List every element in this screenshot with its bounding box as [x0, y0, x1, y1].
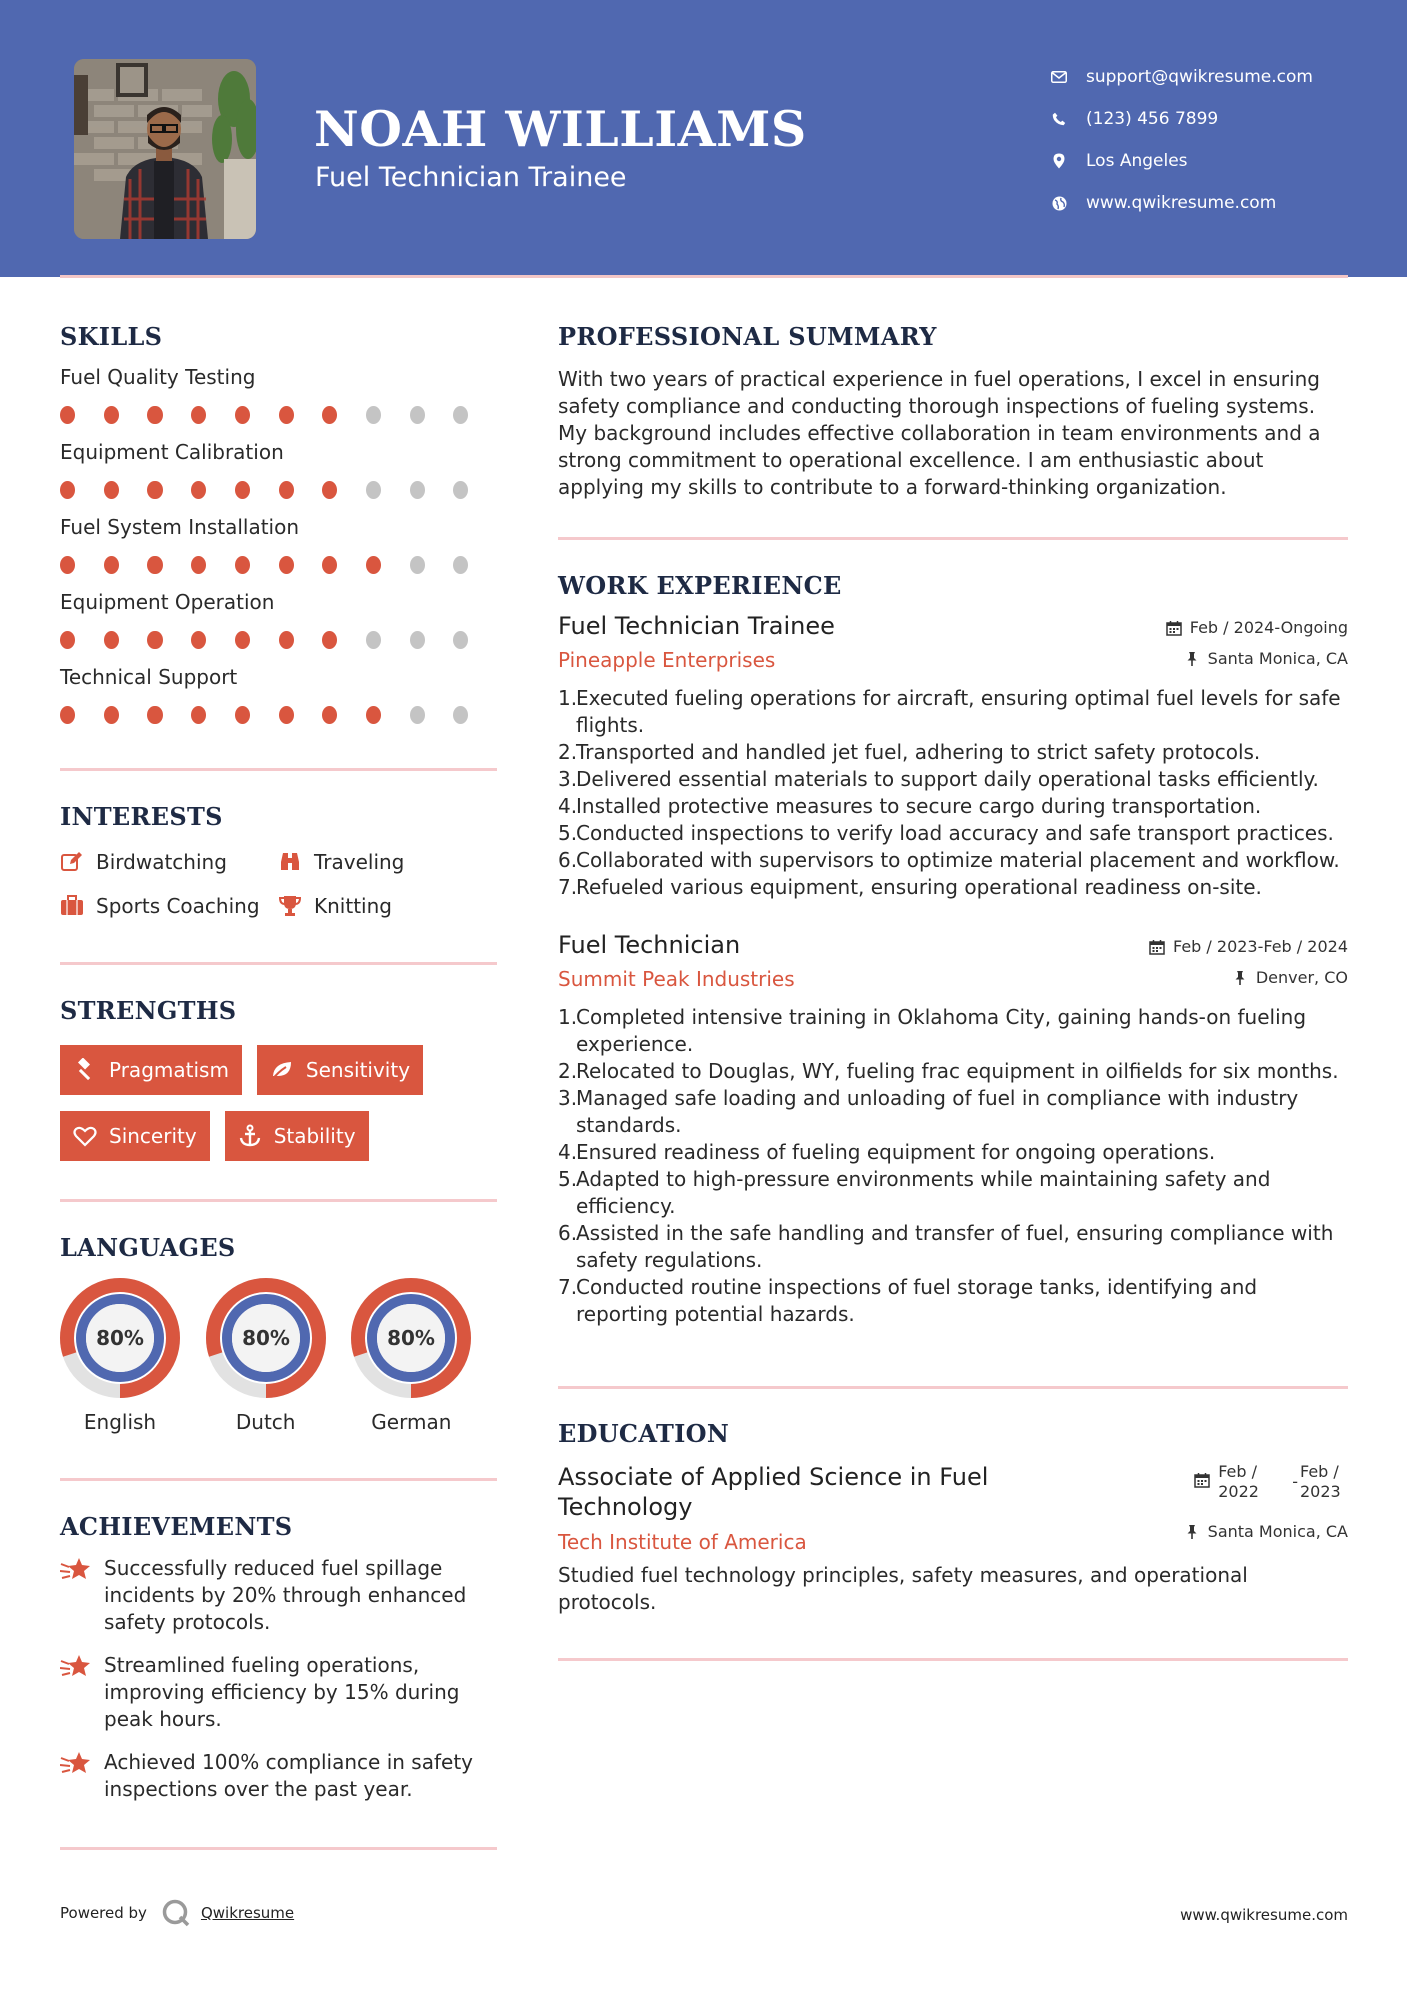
edu-start-year: 2022 [1218, 1482, 1259, 1501]
job-header [558, 931, 1348, 991]
bullet-number: 2. [558, 740, 578, 764]
skill-rating [60, 406, 497, 424]
achievement-text: Achieved 100% compliance in safety inspections over the past year. [104, 1750, 473, 1801]
bullet-number: 7. [558, 875, 578, 899]
contact-website-text: www.qwikresume.com [1086, 193, 1277, 213]
rating-dot-filled [191, 481, 206, 499]
bullet-number: 6. [558, 1221, 578, 1245]
skill-rating [60, 556, 497, 574]
job-location-text: Denver, CO [1255, 968, 1348, 987]
rating-dot-filled [322, 481, 337, 499]
rating-dot-filled [191, 631, 206, 649]
rating-dot-empty [410, 556, 425, 574]
section-divider [558, 1658, 1348, 1661]
education-degree: Associate of Applied Science in Fuel Technology [558, 1463, 989, 1521]
interest-item [278, 850, 498, 874]
language-ring [60, 1278, 180, 1398]
job-title: Fuel Technician Trainee [558, 612, 835, 640]
pencil-square-icon [60, 850, 84, 874]
section-divider [60, 1847, 497, 1850]
job-location [1166, 649, 1348, 668]
job-entry [558, 931, 1348, 1328]
job-bullets [558, 1004, 1348, 1328]
contact-website[interactable] [1050, 182, 1313, 224]
job-bullets [558, 685, 1348, 901]
education-title: EDUCATION [558, 1419, 730, 1448]
language-name: German [371, 1410, 452, 1434]
language-item [206, 1278, 352, 1434]
bullet-text: Assisted in the safe handling and transfer of fuel, ensuring compliance with safety regulations. [576, 1221, 1334, 1272]
achievement-item [60, 1749, 497, 1803]
rating-dot-filled [147, 481, 162, 499]
summary-text: With two years of practical experience in fuel operations, I excel in ensuring safety compliance and conducting thorough inspections of fueling systems. My background includes effective collaboration in team environments and a strong commitment to operational excellence. I am enthusiastic about applying my skills to contribute to a forward-thinking organization. [558, 367, 1321, 499]
bullet-number: 6. [558, 848, 578, 872]
bullet-text: Ensured readiness of fueling equipment for ongoing operations. [576, 1140, 1216, 1164]
languages-title: LANGUAGES [60, 1233, 236, 1262]
bullet-text: Completed intensive training in Oklahoma City, gaining hands-on fueling experience. [576, 1005, 1307, 1056]
footer-powered [60, 1898, 294, 1928]
rating-dot-filled [366, 706, 381, 724]
trophy-icon [278, 894, 302, 918]
shooting-star-icon [60, 1555, 92, 1585]
language-item [60, 1278, 206, 1434]
pushpin-icon [1232, 970, 1248, 986]
job-bullet [558, 685, 1348, 739]
rating-dot-filled [235, 406, 250, 424]
rating-dot-filled [147, 556, 162, 574]
jobs-list [558, 612, 1348, 1328]
contact-email[interactable] [1050, 56, 1313, 98]
strengths-title: STRENGTHS [60, 996, 237, 1025]
strengths-list [60, 1045, 497, 1177]
strength-label: Sincerity [109, 1124, 197, 1148]
rating-dot-filled [147, 406, 162, 424]
job-bullet [558, 793, 1348, 820]
job-dates [1166, 618, 1348, 637]
rating-dot-empty [410, 631, 425, 649]
interest-label: Birdwatching [96, 850, 227, 874]
rating-dot-empty [453, 706, 468, 724]
rating-dot-empty [453, 481, 468, 499]
profile-photo-illustration [74, 59, 256, 239]
education-description: Studied fuel technology principles, safety measures, and operational protocols. [558, 1563, 1248, 1614]
edu-start-month: Feb / [1218, 1462, 1258, 1481]
leaf-icon [270, 1058, 294, 1082]
language-percent-label: 80% [241, 1326, 290, 1350]
language-percent-label: 80% [96, 1326, 144, 1350]
qwikresume-logo-icon [161, 1898, 191, 1928]
pushpin-icon [1184, 1524, 1200, 1540]
bullet-number: 7. [558, 1275, 578, 1299]
rating-dot-filled [322, 706, 337, 724]
job-location [1149, 968, 1348, 987]
skill-name: Fuel Quality Testing [60, 365, 256, 389]
footer-website[interactable]: www.qwikresume.com [1180, 1906, 1348, 1924]
job-dates-text: Feb / 2024-Ongoing [1189, 618, 1348, 637]
language-item [351, 1278, 497, 1434]
rating-dot-filled [191, 556, 206, 574]
globe-icon [1050, 194, 1068, 212]
rating-dot-filled [366, 556, 381, 574]
achievement-item [60, 1652, 497, 1733]
language-name: English [83, 1410, 157, 1434]
calendar-icon [1149, 939, 1165, 955]
shooting-star-icon [60, 1652, 92, 1682]
interests-title: INTERESTS [60, 802, 223, 831]
rating-dot-empty [366, 406, 381, 424]
bullet-text: Transported and handled jet fuel, adhering to strict safety protocols. [576, 740, 1261, 764]
interest-label: Knitting [314, 894, 392, 918]
bullet-text: Refueled various equipment, ensuring operational readiness on-site. [576, 875, 1262, 899]
candidate-role: Fuel Technician Trainee [315, 162, 627, 193]
rating-dot-empty [410, 481, 425, 499]
rating-dot-empty [453, 406, 468, 424]
bullet-number: 4. [558, 794, 578, 818]
skill-name: Technical Support [60, 665, 238, 689]
strength-label: Stability [273, 1124, 356, 1148]
rating-dot-filled [279, 406, 294, 424]
achievements-title: ACHIEVEMENTS [60, 1512, 293, 1541]
qwikresume-link[interactable]: Qwikresume [200, 1904, 295, 1922]
briefcase-icon [60, 894, 84, 918]
rating-dot-filled [104, 631, 119, 649]
strength-tag [60, 1045, 242, 1095]
language-ring [206, 1278, 326, 1398]
bullet-number: 3. [558, 767, 578, 791]
job-bullet [558, 1004, 1348, 1058]
envelope-icon [1050, 68, 1068, 86]
education-dates [1148, 1462, 1348, 1502]
rating-dot-filled [322, 556, 337, 574]
calendar-icon [1166, 620, 1182, 636]
bullet-number: 5. [558, 1167, 578, 1191]
experience-title: WORK EXPERIENCE [558, 571, 842, 600]
pushpin-icon [1184, 651, 1200, 667]
job-bullet [558, 1166, 1348, 1220]
edu-end-month: Feb / [1300, 1462, 1339, 1481]
rating-dot-filled [235, 706, 250, 724]
edu-end-year: 2023 [1300, 1482, 1341, 1501]
bullet-number: 2. [558, 1059, 578, 1083]
job-bullet [558, 874, 1348, 901]
summary-section [558, 322, 1348, 501]
interest-label: Traveling [314, 850, 405, 874]
job-dates [1149, 937, 1348, 956]
rating-dot-filled [235, 481, 250, 499]
achievement-text: Streamlined fueling operations, improving efficiency by 15% during peak hours. [104, 1653, 460, 1731]
section-divider [60, 1199, 497, 1202]
contact-list [1050, 56, 1313, 224]
bullet-number: 1. [558, 1005, 578, 1029]
achievement-item [60, 1555, 497, 1636]
rating-dot-filled [322, 406, 337, 424]
interest-item [60, 894, 278, 918]
rating-dot-filled [60, 631, 75, 649]
job-bullet [558, 766, 1348, 793]
phone-icon [1050, 110, 1068, 128]
header-divider [60, 275, 1348, 278]
contact-location-text: Los Angeles [1086, 151, 1188, 171]
rating-dot-filled [147, 631, 162, 649]
candidate-name: NOAH WILLIAMS [314, 100, 807, 158]
rating-dot-empty [410, 406, 425, 424]
rating-dot-filled [322, 631, 337, 649]
profile-photo [74, 59, 256, 239]
education-school: Tech Institute of America [558, 1530, 807, 1554]
bullet-text: Installed protective measures to secure cargo during transportation. [576, 794, 1262, 818]
education-location-text: Santa Monica, CA [1207, 1522, 1348, 1541]
bullet-text: Executed fueling operations for aircraft, ensuring optimal fuel levels for safe flights. [576, 686, 1341, 737]
rating-dot-filled [60, 706, 75, 724]
job-location-text: Santa Monica, CA [1207, 649, 1348, 668]
job-company: Pineapple Enterprises [558, 648, 776, 672]
languages-section [60, 1233, 497, 1434]
rating-dot-empty [410, 706, 425, 724]
skills-list [60, 365, 497, 724]
bullet-text: Delivered essential materials to support daily operational tasks efficiently. [576, 767, 1319, 791]
section-divider [60, 962, 497, 965]
anchor-icon [238, 1124, 262, 1148]
rating-dot-filled [191, 706, 206, 724]
job-bullet [558, 1220, 1348, 1274]
job-header [558, 612, 1348, 672]
bullet-number: 4. [558, 1140, 578, 1164]
skill-name: Equipment Calibration [60, 440, 284, 464]
bullet-number: 1. [558, 686, 578, 710]
contact-location [1050, 140, 1313, 182]
job-bullet [558, 1058, 1348, 1085]
language-percent-label: 80% [387, 1326, 436, 1350]
languages-list [60, 1278, 497, 1434]
section-divider [60, 1478, 497, 1481]
rating-dot-empty [366, 481, 381, 499]
skill-rating [60, 706, 497, 724]
skills-section [60, 322, 497, 724]
contact-phone-text: (123) 456 7899 [1086, 109, 1219, 129]
gavel-icon [73, 1058, 97, 1082]
contact-email-text: support@qwikresume.com [1086, 67, 1313, 87]
interests-list [60, 850, 497, 918]
rating-dot-filled [147, 706, 162, 724]
bullet-text: Managed safe loading and unloading of fuel in compliance with industry standards. [576, 1086, 1299, 1137]
job-dates-text: Feb / 2023-Feb / 2024 [1173, 937, 1348, 956]
skills-title: SKILLS [60, 322, 163, 351]
interest-item [278, 894, 498, 918]
skill-name: Fuel System Installation [60, 515, 300, 539]
job-bullet [558, 739, 1348, 766]
rating-dot-filled [104, 556, 119, 574]
interest-item [60, 850, 278, 874]
strength-tag [225, 1111, 369, 1161]
achievements-section [60, 1512, 497, 1803]
binoculars-icon [278, 850, 302, 874]
powered-by-text: Powered by [60, 1904, 147, 1922]
skill-rating [60, 631, 497, 649]
calendar-icon [1194, 1472, 1210, 1488]
skill-rating [60, 481, 497, 499]
summary-title: PROFESSIONAL SUMMARY [558, 322, 937, 351]
edu-date-dash: - [1292, 1472, 1298, 1491]
bullet-number: 3. [558, 1086, 578, 1110]
heart-icon [73, 1124, 97, 1148]
section-divider [60, 768, 497, 771]
rating-dot-empty [453, 556, 468, 574]
experience-section [558, 571, 1348, 1328]
contact-phone[interactable] [1050, 98, 1313, 140]
strengths-section [60, 996, 497, 1177]
rating-dot-empty [366, 631, 381, 649]
rating-dot-filled [279, 631, 294, 649]
right-column [558, 322, 1348, 1661]
resume-header [0, 0, 1407, 277]
bullet-text: Conducted routine inspections of fuel storage tanks, identifying and reporting potential hazards. [576, 1275, 1258, 1326]
skill-name: Equipment Operation [60, 590, 275, 614]
job-bullet [558, 1085, 1348, 1139]
section-divider [558, 537, 1348, 540]
rating-dot-filled [279, 481, 294, 499]
bullet-number: 5. [558, 821, 578, 845]
rating-dot-filled [60, 406, 75, 424]
interest-label: Sports Coaching [96, 894, 260, 918]
rating-dot-filled [235, 556, 250, 574]
rating-dot-filled [279, 556, 294, 574]
strength-label: Sensitivity [305, 1058, 411, 1082]
bullet-text: Adapted to high-pressure environments while maintaining safety and efficiency. [576, 1167, 1271, 1218]
rating-dot-empty [453, 631, 468, 649]
strength-tag [257, 1045, 423, 1095]
achievement-text: Successfully reduced fuel spillage incidents by 20% through enhanced safety protocols. [104, 1556, 467, 1634]
section-divider [558, 1386, 1348, 1389]
job-bullet [558, 820, 1348, 847]
rating-dot-filled [235, 631, 250, 649]
strength-label: Pragmatism [109, 1058, 229, 1082]
job-bullet [558, 1274, 1348, 1328]
education-section [558, 1419, 1348, 1616]
rating-dot-filled [191, 406, 206, 424]
left-column [60, 322, 497, 1850]
rating-dot-filled [279, 706, 294, 724]
strength-tag [60, 1111, 210, 1161]
shooting-star-icon [60, 1749, 92, 1779]
achievements-list [60, 1555, 497, 1803]
education-location [1148, 1522, 1348, 1541]
rating-dot-filled [104, 706, 119, 724]
language-name: Dutch [235, 1410, 296, 1434]
language-ring [351, 1278, 471, 1398]
rating-dot-filled [60, 556, 75, 574]
job-entry [558, 612, 1348, 901]
job-company: Summit Peak Industries [558, 967, 795, 991]
education-header [558, 1462, 1348, 1554]
location-pin-icon [1050, 152, 1068, 170]
rating-dot-filled [60, 481, 75, 499]
job-bullet [558, 1139, 1348, 1166]
bullet-text: Collaborated with supervisors to optimize material placement and workflow. [576, 848, 1340, 872]
bullet-text: Conducted inspections to verify load accuracy and safe transport practices. [576, 821, 1334, 845]
rating-dot-filled [104, 406, 119, 424]
job-bullet [558, 847, 1348, 874]
bullet-text: Relocated to Douglas, WY, fueling frac equipment in oilfields for six months. [576, 1059, 1339, 1083]
rating-dot-filled [104, 481, 119, 499]
job-title: Fuel Technician [558, 931, 741, 959]
interests-section [60, 802, 497, 918]
